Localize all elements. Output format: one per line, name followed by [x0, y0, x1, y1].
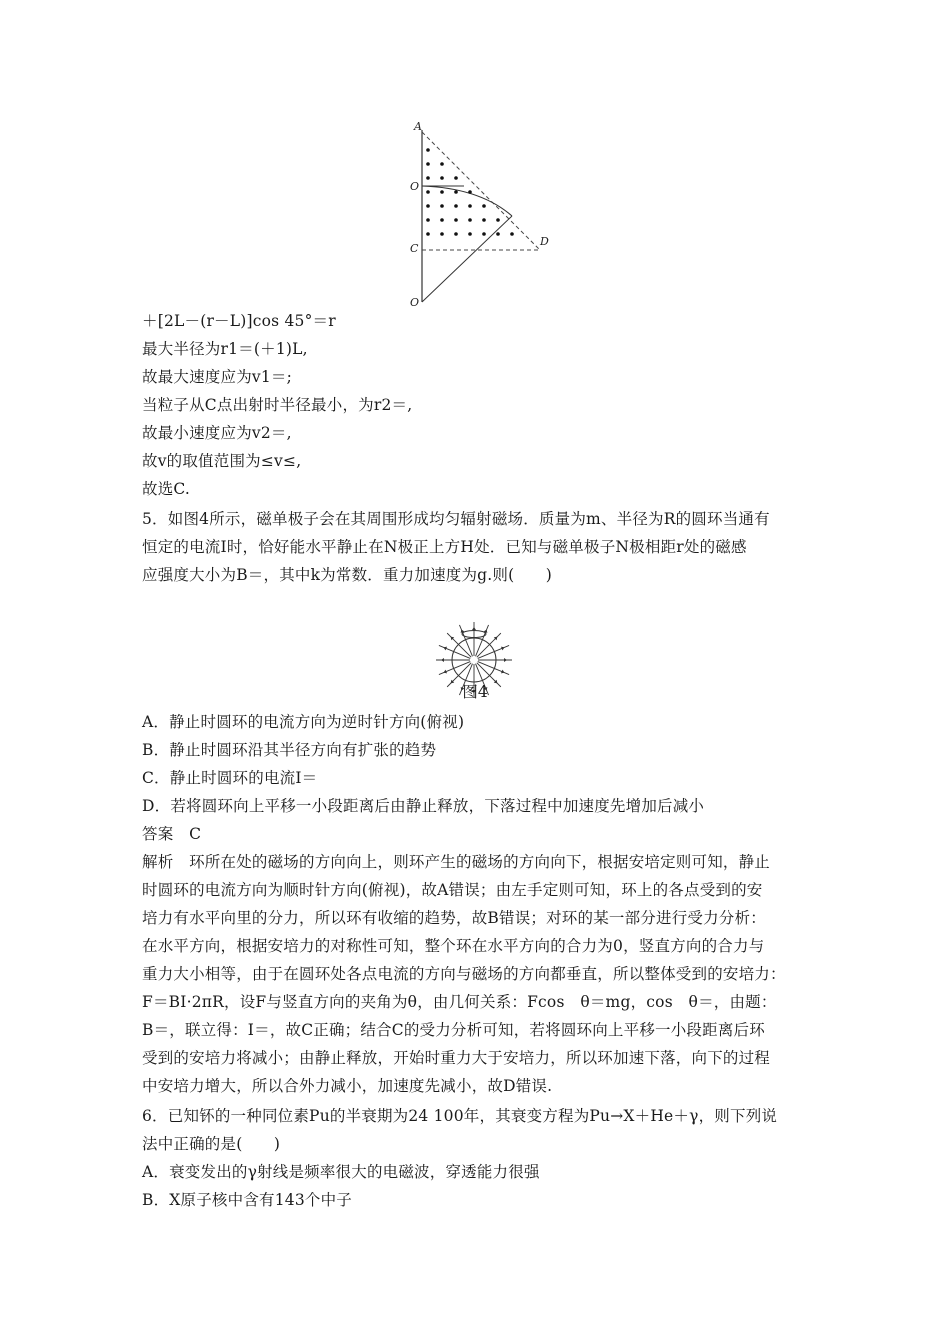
field-dot	[440, 232, 444, 236]
text-line: 6．已知钚的一种同位素Pu的半衰期为24 100年，其衰变方程为Pu→X＋He＋γ，则下列说	[142, 1107, 778, 1125]
text-line: A．静止时圆环的电流方向为逆时针方向(俯视)	[142, 713, 465, 731]
field-dot	[496, 232, 500, 236]
field-dot	[468, 204, 472, 208]
text-line: D．若将圆环向上平移一小段距离后由静止释放，下落过程中加速度先增加后减小	[142, 797, 705, 815]
field-dot	[454, 204, 458, 208]
radius-line	[422, 216, 512, 302]
text-line: 当粒子从C点出射时半径最小，为r2＝,	[142, 396, 413, 414]
particle-arc-path	[422, 186, 512, 216]
field-dot	[468, 232, 472, 236]
field-dot	[496, 218, 500, 222]
text-line: 在水平方向，根据安培力的对称性可知，整个环在水平方向的合力为0，竖直方向的合力与	[142, 937, 765, 955]
label-O-center: O	[410, 180, 420, 193]
text-line: 最大半径为r1＝(＋1)L,	[142, 340, 308, 358]
field-dot	[440, 204, 444, 208]
text-line: 故选C.	[142, 480, 191, 498]
field-dot	[482, 218, 486, 222]
text-line: 法中正确的是( )	[142, 1135, 281, 1153]
field-dot	[426, 204, 430, 208]
magnetic-field-triangle-figure	[400, 118, 560, 310]
field-arrow	[504, 658, 507, 662]
text-line: B．X原子核中含有143个中子	[142, 1191, 353, 1209]
text-line: 答案 C	[142, 825, 202, 843]
text-line: 故最大速度应为v1＝;	[142, 368, 293, 386]
field-dot	[440, 218, 444, 222]
field-dot	[510, 232, 514, 236]
text-line: B＝，联立得：I＝，故C正确；结合C的受力分析可知，若将圆环向上平移一小段距离后环	[142, 1021, 765, 1039]
text-line: 恒定的电流I时，恰好能水平静止在N极正上方H处．已知与磁单极子N极相距r处的磁感	[142, 538, 747, 556]
field-dot	[468, 190, 472, 194]
field-dot	[482, 232, 486, 236]
field-dot	[454, 218, 458, 222]
text-line: 受到的安培力将减小；由静止释放，开始时重力大于安培力，所以环加速下落，向下的过程	[142, 1049, 771, 1067]
field-dot	[426, 218, 430, 222]
field-dot	[454, 176, 458, 180]
text-line: 时圆环的电流方向为顺时针方向(俯视)，故A错误；由左手定则可知，环上的各点受到的安	[142, 881, 763, 899]
field-dot	[426, 176, 430, 180]
text-line: 5．如图4所示，磁单极子会在其周围形成均匀辐射磁场．质量为m、半径为R的圆环当通有	[142, 510, 770, 528]
text-line: 应强度大小为B＝，其中k为常数．重力加速度为g.则( )	[142, 566, 553, 584]
dashed-hypotenuse	[422, 132, 540, 250]
field-dot	[468, 218, 472, 222]
field-dot	[440, 162, 444, 166]
text-line: ＋[2L－(r－L)]cos 45°＝r	[142, 312, 336, 330]
text-line: 培力有水平向里的分力，所以环有收缩的趋势，故B错误；对环的某一部分进行受力分析：	[142, 909, 766, 927]
text-line: 故最小速度应为v2＝,	[142, 424, 292, 442]
text-line: A．衰变发出的γ射线是频率很大的电磁波，穿透能力很强	[142, 1163, 540, 1181]
label-C: C	[410, 242, 419, 255]
text-line: C．静止时圆环的电流I＝	[142, 769, 318, 787]
field-dot	[454, 232, 458, 236]
field-arrow	[472, 627, 476, 630]
field-dot	[426, 162, 430, 166]
text-line: 故v的取值范围为≤v≤,	[142, 452, 302, 470]
label-O-bottom: O	[410, 296, 420, 309]
text-line: B．静止时圆环沿其半径方向有扩张的趋势	[142, 741, 437, 759]
field-dot	[426, 148, 430, 152]
text-line: 中安培力增大，所以合外力减小，加速度先减小，故D错误.	[142, 1077, 553, 1095]
text-line: F＝BI·2πR，设F与竖直方向的夹角为θ，由几何关系：Fcos θ＝mg，cos θ＝，由题：	[142, 993, 777, 1011]
text-line: 解析 环所在处的磁场的方向向上，则环产生的磁场的方向向下，根据安培定则可知，静止	[142, 853, 771, 871]
field-dot	[482, 204, 486, 208]
text-line: 重力大小相等，由于在圆环处各点电流的方向与磁场的方向都垂直，所以整体受到的安培力：	[142, 965, 786, 983]
field-dots	[426, 148, 514, 236]
field-dot	[440, 176, 444, 180]
field-dot	[454, 190, 458, 194]
field-dot	[426, 190, 430, 194]
figure-4-caption: 图4	[462, 683, 488, 701]
label-A: A	[414, 120, 422, 133]
field-dot	[440, 190, 444, 194]
label-D: D	[540, 235, 549, 248]
field-dot	[426, 232, 430, 236]
field-arrow	[441, 658, 444, 662]
